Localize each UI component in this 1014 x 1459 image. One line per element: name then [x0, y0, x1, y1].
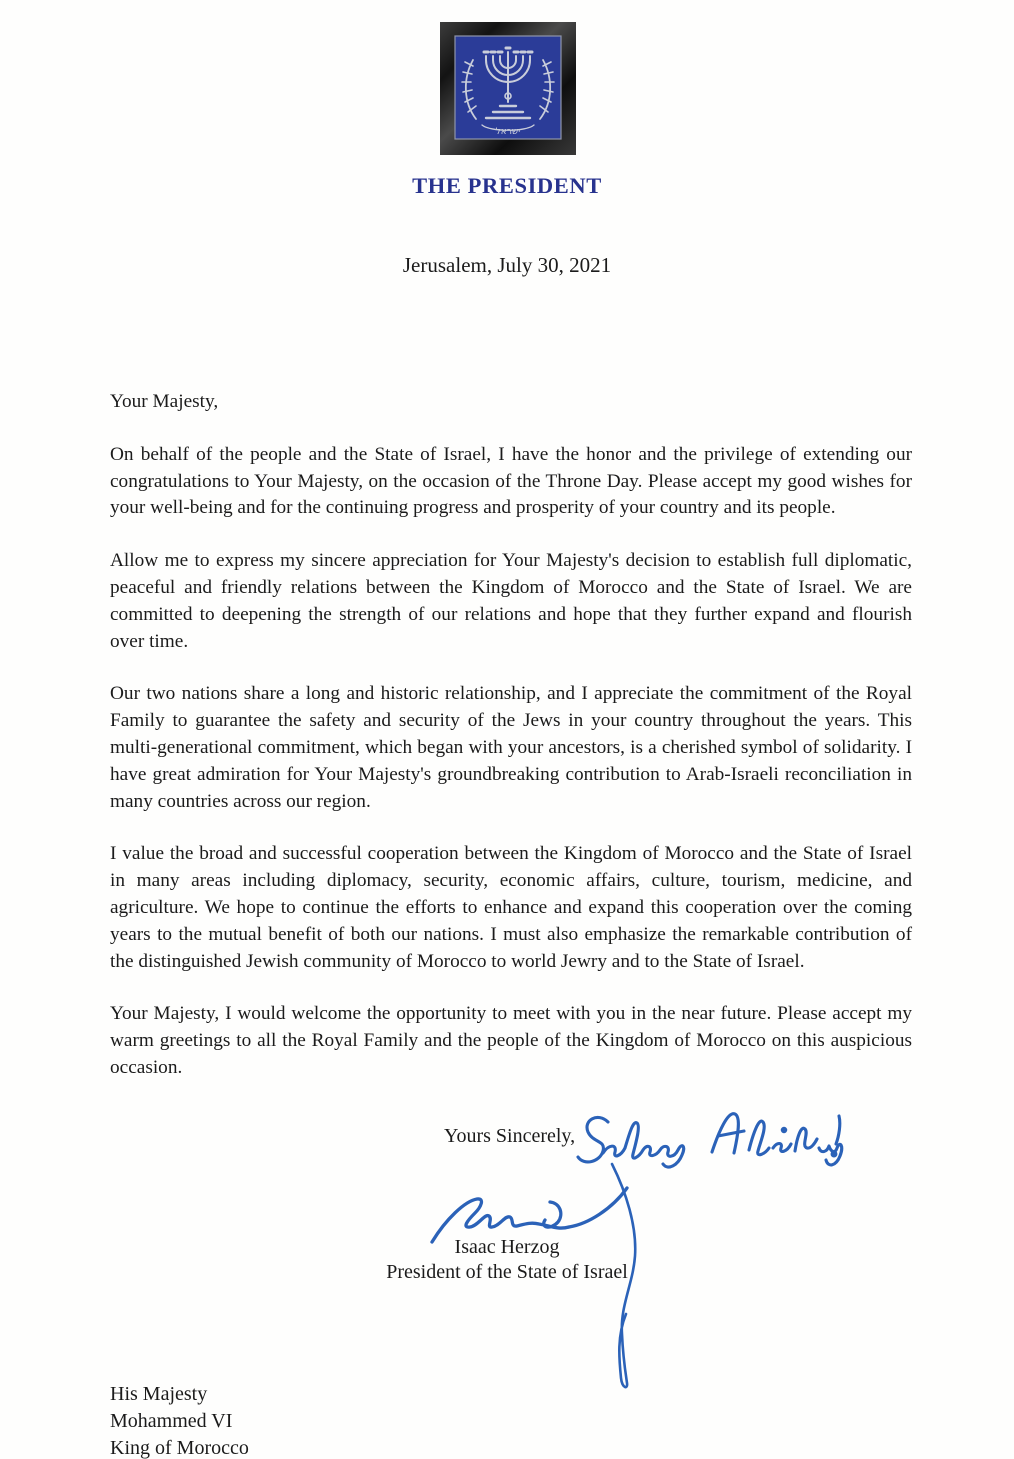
emblem-hebrew-caption: ישראל	[495, 127, 521, 137]
dateline: Jerusalem, July 30, 2021	[402, 253, 612, 277]
paragraph-5: Your Majesty, I would welcome the opportunity to meet with you in the near future. Please accept my warm greetings to all the Royal Family and the people of the Kingdom of Morocco on this auspicious occasion.	[110, 1003, 912, 1078]
israel-presidential-emblem-icon	[440, 22, 576, 155]
paragraph-3: Our two nations share a long and historic relationship, and I appreciate the commitment of the Royal Family to guarantee the safety and security of the Jews in your country throughout the years. This multi-generational commitment, which began with your ancestors, is a cherished symbol of solidarity. I have great admiration for Your Majesty's groundbreaking contribution to Arab-Israeli reconciliation in many countries across our region.	[110, 683, 912, 812]
recipient-line-3: King of Morocco	[110, 1437, 249, 1459]
signature-name: Isaac Herzog	[454, 1236, 560, 1258]
paragraph-1: On behalf of the people and the State of Israel, I have the honor and the privilege of extending our congratulations to Your Majesty, on the occasion of the Throne Day. Please accept my good wishes for your well-being and for the continuing progress and prosperity of your country and its people.	[110, 443, 912, 519]
paragraph-2: Allow me to express my sincere appreciation for Your Majesty's decision to establish full diplomatic, peaceful and friendly relations between the Kingdom of Morocco and the State of Israel. We are committed to deepening the strength of our relations and hope that they further expand and flourish over time.	[110, 550, 912, 652]
letter-body	[110, 389, 912, 1108]
valediction: Yours Sincerely,	[444, 1125, 576, 1147]
recipient-block	[110, 1381, 249, 1459]
handwritten-aleikum	[712, 1114, 842, 1165]
salutation: Your Majesty,	[110, 391, 219, 412]
signature-scrawl	[432, 1188, 627, 1242]
paragraph-4: I value the broad and successful cooperation between the Kingdom of Morocco and the State of Israel in many areas including diplomacy, security, economic affairs, culture, tourism, medicine, and agriculture. We hope to continue the efforts to enhance and expand this cooperation over the coming years to the mutual benefit of both our nations. I must also emphasize the remarkable contribution of the distinguished Jewish community of Morocco to world Jewry and to the State of Israel.	[110, 843, 912, 972]
letterhead-title: THE PRESIDENT	[412, 173, 602, 198]
recipient-line-2: Mohammed VI	[110, 1410, 233, 1432]
handwritten-salam	[578, 1117, 684, 1167]
recipient-line-1: His Majesty	[110, 1383, 208, 1405]
signature-title: President of the State of Israel	[386, 1261, 628, 1283]
